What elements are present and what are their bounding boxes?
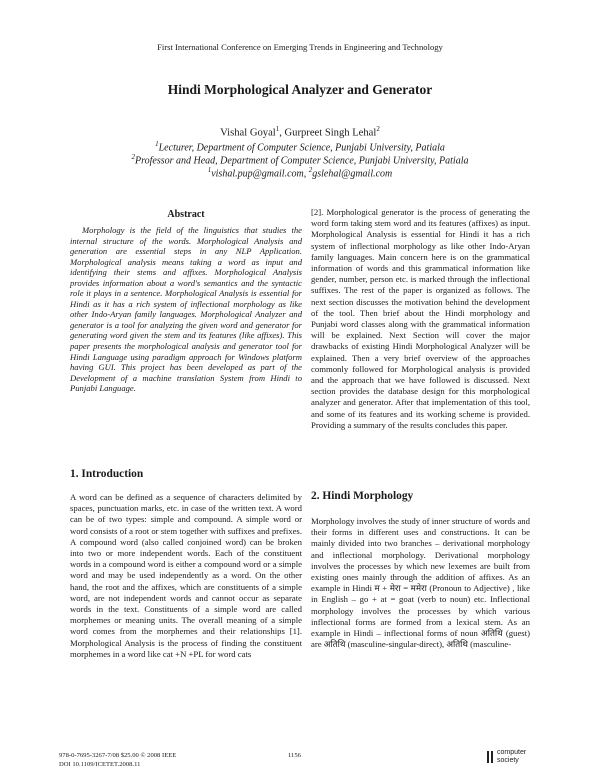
logo-line-society: society: [497, 756, 519, 764]
affiliation-text: Professor and Head, Department of Computer Science, Punjabi University, Patiala: [135, 155, 469, 167]
logo-wordmark: [497, 749, 526, 764]
computer-society-logo: [486, 748, 546, 774]
email-1: vishal.pup@gmail.com,: [211, 168, 307, 180]
author-superscript: 2: [376, 125, 380, 133]
hindi-morphology-text: Morphology involves the study of inner structure of words and their forms in different uses and constructions. It can be mainly divided into two branches – derivational morphology and inflectional morphology. Derivational morphology involves the processes by which new lexemes are built from existing ones mainly through the addition of affixes. As an example in Hindi म + मेरा = ममेरा (Pronoun to Adjective) , like in English – go + at = goat (verb to noun) etc. Inflectional morphology involves the processes by which various inflectional forms are formed from a lexical stem. As an example in Hindi – inflectional forms of noun अतिथि (guest) are अतिथि (masculine-singular-direct), अतिथि (masculine-: [311, 516, 530, 650]
paper-title: Hindi Morphological Analyzer and Generator: [167, 82, 433, 97]
section-heading-introduction: 1. Introduction: [70, 468, 144, 480]
introduction-text: A word can be defined as a sequence of characters delimited by spaces, punctuation marks, etc. in case of the written text. A word can be of two types: simple and compound. A simple word or word consists of a root or stem together with suffixes and prefixes. A compound word (also called conjoined word) can be broken into two or more independent words. Each of the constituent words in a compound word is either a compound word or a simple word and may be used independently as a word. On the other hand, the root and the affixes, which are constituents of a simple word, are not independent words and cannot occur as separate words in the text. Constituents of a simple word are called morphemes or meaning units. The overall meaning of a simple word comes from the morphemes and their relationships [1]. Morphological Analysis is the process of finding the constituent morphemes in a word like cat +N +PL for word cats: [70, 492, 302, 659]
affiliation-text: Lecturer, Department of Computer Science, Punjabi University, Patiala: [158, 142, 445, 154]
section-heading-hindi-morphology: 2. Hindi Morphology: [311, 490, 414, 502]
author-line: Vishal Goyal$^1$, Gurpreet Singh Lehal$^2$: [220, 125, 380, 139]
author-name: Vishal Goyal: [220, 127, 276, 139]
email-2: gslehal@gmail.com: [312, 168, 393, 180]
affiliation-2: [0, 153, 600, 166]
email-line: [0, 166, 600, 179]
abstract-heading: Abstract: [167, 209, 205, 220]
affiliation-superscript: 2: [131, 153, 135, 161]
footer-doi: DOI 10.1109/ICETET.2008.11: [59, 760, 141, 768]
author-name: Gurpreet Singh Lehal: [284, 127, 377, 139]
logo-line-computer: computer: [497, 749, 527, 756]
conference-header: First International Conference on Emerging Trends in Engineering and Technology: [157, 42, 443, 52]
abstract-text: Morphology is the field of the linguistics that studies the internal structure of the words. Morphological Analysis and generation are essential steps in any NLP Application. Morphological analysis means taking a word as input and identifying their stems and affixes. Morphological Analysis provides information about a word's semantics and the syntactic role it plays in a sentence. Morphological Analysis is essential for Hindi as it has a rich system of inflectional morphology as like other Indo-Aryan family languages. Morphological Analyzer and generator is a tool for analyzing the given word and generator for generating word given the stem and its features (like affixes). This paper presents the morphological analysis and generator tool for Hindi Language using paradigm approach for Windows platform having GUI. This project has been developed as part of the Development of a machine translation System from Hindi to Punjabi Language.: [70, 225, 302, 394]
author-superscript: 1: [275, 125, 280, 133]
body-paragraph: [2]. Morphological generator is the process of generating the word form taking stem word and its features (affixes) as input. Morphological Analysis is essential for Hindi it has a rich system of inflectional morphology as like other Indo-Aryan family languages. Main concern here is on the grammatical information of words and this grammatical information like gender, number, person etc. is marked through the inflectional suffixes. The rest of the paper is organized as follows. The next section discusses the motivation behind the development of the tool. Then brief about the Hindi morphology and Punjabi word classes along with the grammatical information will be explained. Next Section will cover the major drawbacks of existing Hindi Morphological Analyzer will be explained. Then a very brief overview of the approaches commonly followed for Morphological analysis is provided and the approach that we have followed is discussed. Next section provides the database design for this morphological analyzer and generator. After that implementation of this tool, and some of its features and its working scheme is provided. Providing a summary of the results concludes this paper.: [311, 207, 530, 430]
footer-copyright: [59, 752, 176, 769]
affiliation-1: [0, 140, 600, 153]
ieee-computer-society-icon: [486, 751, 496, 763]
email-superscript: 2: [308, 166, 313, 174]
footer-isbn: 978-0-7695-3267-7/08 $25.00 © 2008 IEEE: [59, 752, 177, 759]
page-number: 1156: [288, 752, 301, 759]
email-superscript: 1: [207, 166, 212, 174]
affiliation-superscript: 1: [155, 140, 159, 148]
